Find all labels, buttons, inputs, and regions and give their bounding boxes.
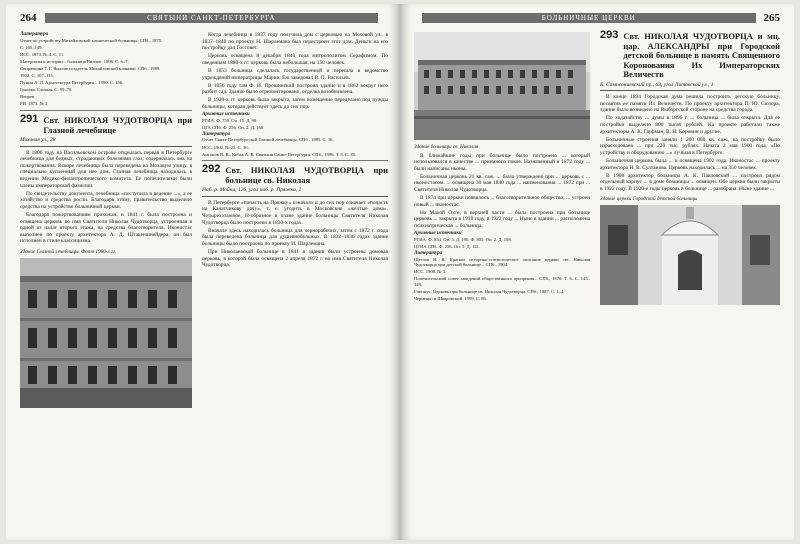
entry-number: 291 (20, 113, 39, 126)
literature-line: ИСС. 1902. № 23. С. 36. (202, 144, 249, 150)
divider (202, 160, 388, 161)
literature-line: Отчет по устройству Михайловской клинической больницы. СПб., 1875. (20, 37, 163, 43)
body-paragraph: Больничные строения заняли 1 200 000 кв. саж., на постройку было израсходовано ... при 220 тыс. рублях. Начата 2 мая 1900 года, «По устройству и оборудованию ...» лучшая в Петербурге. (600, 136, 780, 156)
right-page-number: 265 (763, 12, 780, 24)
building-illustration (20, 258, 192, 408)
body-paragraph: В 1908 архитектор больницы А. К. Павловский ... построил рядом отдельный корпус ... в доме больницы ... освящен. Обе церкви были закрыты в 1922 году. В 1920-е годы церковь в больнице ... разобрана. Ныне здание ... (600, 172, 780, 192)
literature-line: Пунин А. Л. Архитектура Петербурга... 1990. С. 156. (20, 80, 124, 86)
body-paragraph: По ходатайству ... думы в 1896 г. ... больница ... была открыта. Для ее постройки выделено 800 тысяч рублей. На проекте работали также архитекторы А. К. Гауфман, В. Н. Коровин и другие. (600, 115, 780, 135)
archive-line: ЦГА СПб. Ф. 256. Оп. 2. Д. 168. (202, 124, 265, 130)
left-page (6, 4, 400, 540)
body-paragraph: В конце 1894 Городская дума решила построить детскую больницу, посвятив ее памяти Их Величеств. По проекту архитектора П. Ю. Сюзора, здание было возведено на Выборгской стороне на средства города. (600, 94, 780, 114)
entry-291-heading (20, 113, 192, 135)
body-paragraph: Благодаря пожертвованиям прихожан, в 1841 г. была построена и освящена церковь во имя Святителя Николая Чудотворца, устроенная в одной из палат второго этажа, на средства благотворителя. Иконостас выполнен по проекту архитектора А. Д. Штакеншнейдера, он был исполнен в стиле классицизма. (20, 211, 192, 245)
hospital-illustration (414, 32, 590, 140)
body-paragraph: В ближайшие годы при больнице было построено ... который использовался в качестве ... приемного покоя. Назначенный в 1872 году ... были написаны иконы. (414, 152, 590, 172)
literature-line: Грязева. Глазная. С. 99–70. (20, 87, 73, 93)
literature-line: ИСС. 1873. № 4. С. 11. (20, 51, 65, 57)
archive-line: РГИА. Ф. 759. Оп. 15. Д. 90. (202, 117, 258, 123)
left-column-1 (20, 32, 192, 408)
photo-caption: Здание больницы св. Николая (414, 144, 479, 150)
body-paragraph: Вначале здесь находилась больница для чернорабочих, затем с 1872 г. сюда была переведена больница для душевнобольных. В 1832–1836 годах здание больницы было построено по проекту И. Шарлемана. (202, 227, 388, 247)
right-column-1 (414, 32, 590, 303)
body-paragraph: В 1806 году на Васильевском острове открылась первая в Петербурге лечебница для бедных, страдающих болезнями глаз; содержалась она на пожертвования. Вскоре лечебница была переведена на Моховую улицу, в специально купленный для нее дом. Глазная лечебница находилась в ведении Медико-филантропического комитета. Ее попечителями были члены императорской фамилии. (20, 149, 192, 189)
entry-address: Моховая ул., 38 (20, 137, 192, 147)
photo-caption: Здание Глазной лечебницы. Фото 1980-х гг. (20, 248, 117, 255)
literature-label: Литература (202, 131, 231, 137)
literature-line: Черненко и Шкаровский. 1999. С. 86. (414, 296, 487, 302)
literature-line: РИ. 1873. № 2 (20, 101, 48, 107)
entry-number: 293 (600, 29, 619, 41)
literature-label: Литература (20, 32, 49, 37)
entry-292-heading (202, 163, 388, 185)
body-paragraph: Когда лечебница в 1837 году получила дом с церковью на Моховой ул., в 1837–1840 по проекту Н. Шарлемана был перестроен этот дом. Деньги на его постройку дал Госсовет. (202, 32, 388, 52)
body-paragraph: При Николаевской больнице в 1841 в здании были устроены домовая церковь, в которой была освящена 2 апреля 1872 г. во имя Святителя Николая Чудотворца. (202, 248, 388, 269)
literature-line: Свирачкина Г. Г. Виллие создатель Михайловской клиники. СПб., 1989. (20, 65, 161, 71)
entry-title: Свт. НИКОЛАЯ ЧУДОТВОРЦА при больнице св. Николая (225, 165, 388, 185)
literature-line: Вепрев (20, 94, 35, 100)
body-paragraph: В 1920-х гг. церковь была закрыта, затем помещение переделано под нужды больницы, которая действует здесь до сих пор. (202, 97, 388, 110)
book-spread (6, 4, 794, 540)
body-paragraph: На Малой Охте, в верхней части ... была построена при больнице церковь ... закрыта в 1918 году, в 1922 году ... Ныне в здании ... расположена психиатрическая ... больница. (414, 209, 590, 230)
entry-title: Свт. НИКОЛАЯ ЧУДОТВОРЦА при Глазной лечебнице (43, 115, 192, 135)
body-paragraph: Церковь освящена 8 декабря 1840 года митрополитом Серафимом. По сведениям 1880-х гг. церковь была небольшая, на 150 человек. (202, 53, 388, 66)
literature-line: 1902. С. 107–115. (20, 73, 54, 79)
church-illustration (600, 205, 780, 305)
right-page (400, 4, 794, 540)
body-paragraph: По свидетельству документа, лечебница «поступила в ведение ...», а ее хозяйство и средства росли. Благодаря этому, правительство выделило средства на устройство больничной церкви. (20, 190, 192, 210)
archive-line: РГИА. Ф. 834. Оп. 3. Д. 190. Ф. 805. Оп. 2. Д. 198. (414, 236, 512, 242)
entry-address: Б. Сампсониевский пр., 63, угол Литовской ул., 1 (600, 82, 780, 92)
body-paragraph: В 1853 больница сделалась государственной и перешла в ведомство учреждений императрицы Марии. Ею заведовал В. П. Васильев. (202, 67, 388, 81)
left-column-2 (202, 32, 388, 270)
left-running-head (20, 10, 386, 26)
body-paragraph: В 1856 году там Ф. И. Прошинский построил здание и в 1862 вокруг него разбит сад. Здание было отремонтировано, отделка возобновлена. (202, 82, 388, 96)
literature-line: Щеглов В. В. Краткое историко-статистическое описание церкви свт. Николая Чудотворца при детской больнице... СПб., 1904. (414, 256, 590, 268)
right-running-title: БОЛЬНИЧНЫЕ ЦЕРКВИ (422, 13, 756, 23)
archive-block (202, 112, 388, 157)
right-running-head (414, 10, 780, 26)
nicholas-hospital-photo (414, 32, 590, 140)
body-paragraph: В Петербурге «попасть на Пряжку» означало и до сих пор означает «попасть на Канатчикову дачу», т. е. угодить в Московские «желтые дома». Четырехэтажное, Н-образное в плане здание больницы Святителя Николая Чудотворца было построено в 1830-х годах. (202, 199, 388, 226)
entry-address: Наб. р. Мойки, 126, угол наб. р. Пряжки, 1 (202, 187, 388, 197)
eye-clinic-photo (20, 258, 192, 408)
body-paragraph: Больничная церковь была ... и освящена 1902 года. Иконостас ... проекту архитектора Н. В. Султанова. Церковь находилась ... на 350 человек. (600, 157, 780, 171)
literature-line: ИСС. 1908. № 3. (414, 269, 447, 275)
body-paragraph: Больничная церковь 21 кв. саж. ... было утверждено при ... церковь с ... иконостасом. ... освящена 30 мая 1840 года ... наименования ... 1872 при ... Святителя Николая Чудотворца. (414, 173, 590, 194)
divider (20, 110, 192, 111)
literature-line: Материалы к истории... больница Виллие. 1896. С. 6–7. (20, 58, 129, 64)
photo-caption: Здание церкви Городской детской больницы (600, 196, 698, 203)
archive-block (414, 231, 590, 302)
childrens-hospital-church-photo (600, 205, 780, 305)
literature-line: С. 105–149. (20, 44, 43, 50)
literature-line: Гиппиус. Церковь при больнице св. Николая Чудотворца. СПб., 1887. С. 1–4. (414, 288, 565, 294)
literature-block (20, 32, 192, 107)
archive-label: Архивные источники (202, 112, 250, 118)
entry-number: 292 (202, 163, 221, 176)
literature-line: Попечительский совет заведений общественного призрения... СПб., 1878. Т. 6. С. 145–149. (414, 276, 590, 287)
left-page-number: 264 (20, 12, 37, 24)
literature-line: Антонов В. В., Кобак А. В. Святыни Санкт-Петербурга. СПб., 1996. Т. 3. С. 85. (202, 151, 357, 157)
literature-line: Отчет Санкт-Петербургской Глазной лечебницы. СПб., 1885. С. 16. (202, 137, 334, 143)
entry-title: Свт. НИКОЛАЯ ЧУДОТВОРЦА и мц. цар. АЛЕКСАНДРЫ при Городской детской больнице в память Священного Коронования Их Императорских Величеств (623, 31, 780, 79)
entry-293-heading (600, 29, 780, 80)
literature-label: Литература (414, 250, 443, 256)
body-paragraph: В 1874 при церкви появилось ... благотворительное общество, ... устроен новый ... иконостас. (414, 195, 590, 208)
archive-line: ЦГИА СПб. Ф. 256. Оп. 5. Д. 121. (414, 243, 481, 249)
left-running-title: СВЯТЫНИ САНКТ-ПЕТЕРБУРГА (45, 13, 379, 23)
right-column-2 (600, 29, 780, 305)
archive-label: Архивные источники (414, 231, 462, 237)
